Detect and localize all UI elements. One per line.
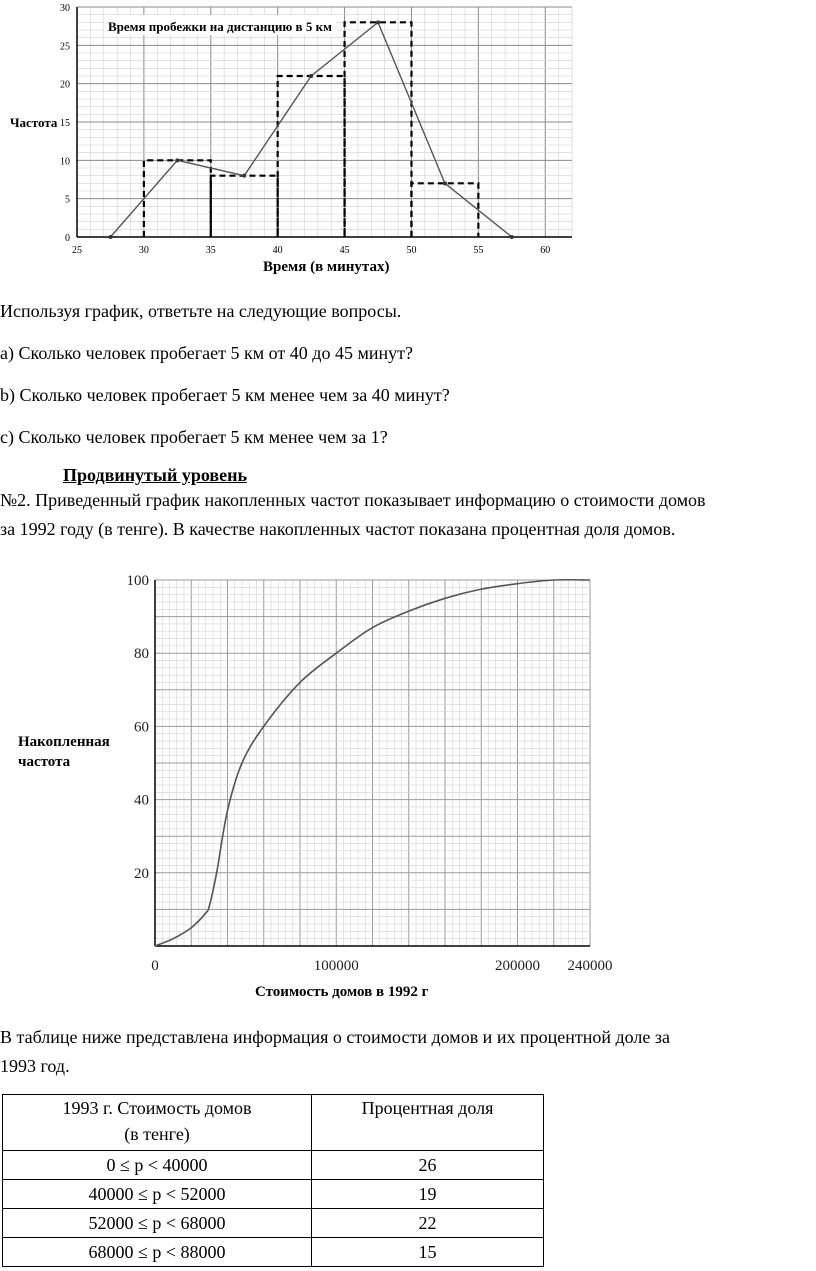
chart2-ticks <box>127 573 613 974</box>
polygon-point <box>309 74 313 78</box>
task2-line2: за 1992 году (в тенге). В качестве накопленных частот показана процентная доля домов. <box>0 519 676 539</box>
y-tick-label: 5 <box>65 194 70 206</box>
histogram-bar <box>278 76 345 237</box>
question-b: b) Сколько человек пробегает 5 км менее чем за 40 минут? <box>0 385 450 405</box>
y-tick-label: 40 <box>134 792 149 809</box>
chart1-ylabel: Частота <box>10 115 58 130</box>
cumulative-frequency-chart <box>0 560 816 1010</box>
table-cell-range: 40000 ≤ p < 52000 <box>3 1180 312 1209</box>
task2-line1: №2. Приведенный график накопленных частот показывает информацию о стоимости домов <box>0 490 706 510</box>
x-tick-label: 100000 <box>313 958 359 974</box>
table-cell-range: 0 ≤ p < 40000 <box>3 1151 312 1180</box>
y-tick-label: 20 <box>60 79 70 91</box>
chart1-grid <box>77 7 572 237</box>
x-tick-label: 0 <box>151 958 159 974</box>
x-tick-label: 45 <box>339 245 350 256</box>
x-tick-label: 240000 <box>567 958 613 974</box>
y-tick-label: 60 <box>134 719 149 736</box>
intro-text: Используя график, ответьте на следующие вопросы. <box>0 301 402 321</box>
table-row <box>3 1238 544 1267</box>
table-cell-range: 52000 ≤ p < 68000 <box>3 1209 312 1238</box>
table-intro-line1: В таблице ниже представлена информация о стоимости домов и их процентной доле за <box>0 1027 670 1047</box>
ylabel-line: частота <box>18 754 71 770</box>
polygon-point <box>175 158 179 162</box>
x-tick-label: 50 <box>406 245 417 256</box>
y-tick-label: 20 <box>134 865 149 882</box>
y-tick-label: 15 <box>60 118 70 129</box>
y-tick-label: 30 <box>60 3 70 14</box>
x-tick-label: 30 <box>138 245 149 256</box>
table-header-row <box>3 1095 544 1151</box>
table-row <box>3 1180 544 1209</box>
chart1-title: Время пробежки на дистанцию в 5 км <box>108 19 332 34</box>
table-row <box>3 1151 544 1180</box>
y-tick-label: 10 <box>60 156 70 168</box>
question-a: a) Сколько человек пробегает 5 км от 40 до 45 минут? <box>0 343 413 363</box>
y-tick-label: 0 <box>65 233 70 244</box>
histogram-bar <box>411 183 478 237</box>
chart2-ylabel <box>18 734 110 770</box>
section-heading: Продвинутый уровень <box>63 465 247 485</box>
x-tick-label: 25 <box>72 245 82 256</box>
x-tick-label: 40 <box>272 245 283 256</box>
header-share-text: Процентная доля <box>361 1098 494 1118</box>
polygon-point <box>443 181 447 185</box>
house-price-table <box>2 1094 544 1267</box>
table-header-price <box>3 1095 312 1151</box>
ylabel-line: Накопленная <box>18 734 110 750</box>
header-price-line1: 1993 г. Стоимость домов <box>62 1098 252 1118</box>
x-tick-label: 60 <box>540 245 551 256</box>
table-cell-share: 15 <box>312 1238 544 1267</box>
polygon-point <box>242 174 246 178</box>
polygon-point <box>376 20 380 24</box>
table-intro-line2: 1993 год. <box>0 1056 70 1076</box>
chart1-xlabel: Время (в минутах) <box>263 259 390 275</box>
header-price-line2: (в тенге) <box>124 1124 190 1144</box>
question-c: c) Сколько человек пробегает 5 км менее чем за 1? <box>0 427 388 447</box>
table-cell-share: 26 <box>312 1151 544 1180</box>
x-tick-label: 200000 <box>495 958 540 974</box>
y-tick-label: 100 <box>126 573 149 589</box>
polygon-point <box>510 235 514 239</box>
x-tick-label: 55 <box>473 245 484 256</box>
running-time-chart <box>0 0 816 285</box>
table-cell-share: 19 <box>312 1180 544 1209</box>
table-cell-share: 22 <box>312 1209 544 1238</box>
chart2-xlabel: Стоимость домов в 1992 г <box>255 984 429 1000</box>
x-tick-label: 35 <box>205 245 216 256</box>
y-tick-label: 80 <box>134 646 149 663</box>
table-cell-range: 68000 ≤ p < 88000 <box>3 1238 312 1267</box>
chart2-grid <box>155 580 590 946</box>
y-tick-label: 25 <box>60 41 70 53</box>
table-row <box>3 1209 544 1238</box>
table-header-share <box>312 1095 544 1151</box>
polygon-point <box>108 235 112 239</box>
